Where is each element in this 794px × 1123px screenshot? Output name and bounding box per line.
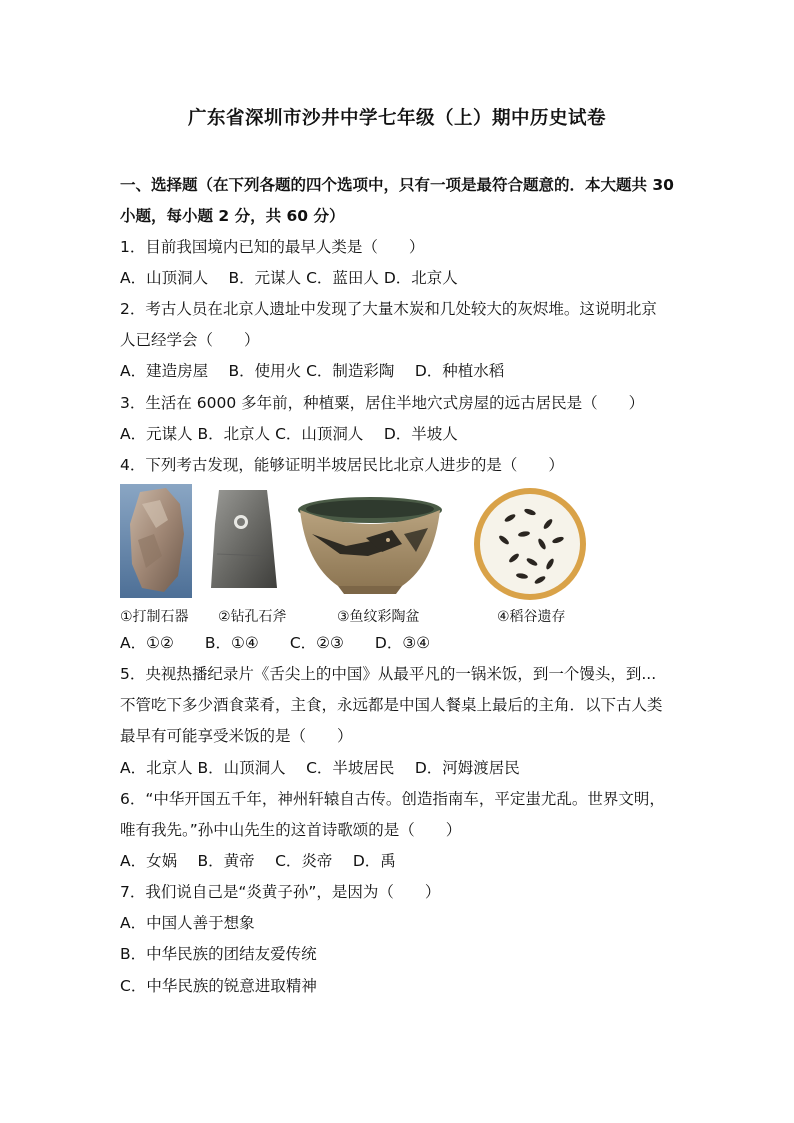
q2-stem-line1: 2．考古人员在北京人遗址中发现了大量木炭和几处较大的灰烬堆。这说明北京 — [120, 300, 657, 318]
q2-options: A．建造房屋 B．使用火 C．制造彩陶 D．种植水稻 — [120, 362, 505, 380]
page-title: 广东省深圳市沙井中学七年级（上）期中历史试卷 — [187, 108, 606, 129]
q5-stem-line3: 最早有可能享受米饭的是（ ） — [120, 727, 353, 745]
q6-stem-line2: 唯有我先。”孙中山先生的这首诗歌颂的是（ ） — [120, 821, 462, 839]
caption-rice-grain-remains: ④稻谷遗存 — [497, 609, 566, 625]
q2-stem-line2: 人已经学会（ ） — [120, 331, 260, 349]
chipped-stone-tool-image — [120, 484, 192, 598]
q3-stem: 3．生活在 6000 多年前，种植粟，居住半地穴式房屋的远古居民是（ ） — [120, 394, 645, 412]
fish-pattern-pottery-image — [296, 494, 444, 596]
drilled-stone-axe-image — [203, 484, 283, 598]
q3-options: A．元谋人 B．北京人 C．山顶洞人 D．半坡人 — [120, 425, 458, 443]
q1-options: A．山顶洞人 B．元谋人 C．蓝田人 D．北京人 — [120, 269, 458, 287]
q4-options: A．①② B．①④ C．②③ D．③④ — [120, 634, 431, 652]
section-heading-line1: 一、选择题（在下列各题的四个选项中，只有一项是最符合题意的．本大题共 30 — [120, 176, 674, 194]
q7-option-a: A．中国人善于想象 — [120, 914, 255, 932]
caption-chipped-stone-tool: ①打制石器 — [120, 609, 189, 625]
q7-stem: 7．我们说自己是“炎黄子孙”，是因为（ ） — [120, 883, 441, 901]
rice-grain-remains-image — [470, 484, 590, 604]
q7-option-b: B．中华民族的团结友爱传统 — [120, 945, 317, 963]
caption-drilled-stone-axe: ②钻孔石斧 — [218, 609, 287, 625]
q1-stem: 1．目前我国境内已知的最早人类是（ ） — [120, 238, 425, 256]
q5-options: A．北京人 B．山顶洞人 C．半坡居民 D．河姆渡居民 — [120, 759, 520, 777]
q5-stem-line1: 5．央视热播纪录片《舌尖上的中国》从最平凡的一锅米饭，到一个馒头，到... — [120, 665, 657, 683]
q7-option-c: C．中华民族的锐意进取精神 — [120, 977, 317, 995]
q5-stem-line2: 不管吃下多少酒食菜肴，主食，永远都是中国人餐桌上最后的主角．以下古人类 — [120, 696, 663, 714]
q6-stem-line1: 6．“中华开国五千年，神州轩辕自古传。创造指南车，平定蚩尤乱。世界文明， — [120, 790, 665, 808]
q4-stem: 4．下列考古发现，能够证明半坡居民比北京人进步的是（ ） — [120, 456, 564, 474]
caption-fish-pattern-pottery: ③鱼纹彩陶盆 — [337, 609, 420, 625]
section-heading-line2: 小题，每小题 2 分，共 60 分） — [120, 207, 345, 225]
q6-options: A．女娲 B．黄帝 C．炎帝 D．禹 — [120, 852, 396, 870]
